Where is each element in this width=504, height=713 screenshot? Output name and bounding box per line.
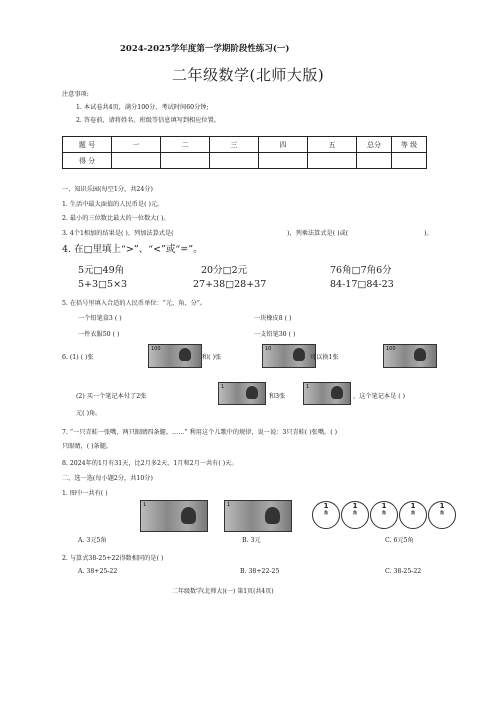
- question-s2-2: 2. 与算式38-25+22得数相同的是( ): [62, 555, 164, 562]
- compare-item: 76角□7角6分: [330, 265, 392, 276]
- banknote-image: 1: [218, 382, 266, 405]
- option-a[interactable]: A. 3元5角: [78, 537, 107, 544]
- unit-item: 一个铅笔盒3 ( ): [78, 315, 122, 322]
- score-cell[interactable]: [161, 153, 210, 169]
- question-1: 1. 生活中最大面值的人民币是( )元。: [62, 201, 164, 208]
- notes-label: 注意事项:: [62, 91, 89, 98]
- score-header-cell: 二: [161, 137, 210, 153]
- coin-icon: 1 角: [428, 501, 456, 529]
- score-cell[interactable]: [357, 153, 392, 169]
- page-title: 二年级数学(北师大版): [172, 66, 325, 84]
- option-c[interactable]: C. 6元5角: [385, 537, 414, 544]
- banknote-image: 1: [224, 500, 292, 532]
- question-7a: 7. “一只青蛙一张嘴，两只眼睛四条腿。……” 利用这个儿歌中的规律，说一说：3只青蛙( )张嘴，( ): [62, 429, 338, 436]
- option-b[interactable]: B. 38+22-25: [240, 568, 280, 575]
- banknote-image: 100: [383, 344, 437, 368]
- question-6-2a: (2) 买一个笔记本付了2张: [76, 393, 147, 400]
- compare-item: 20分□2元: [201, 265, 248, 276]
- question-6-2c: ，这个笔记本是 ( ): [353, 393, 406, 400]
- question-4: 4. 在□里填上“>”、“<”或“=”。: [62, 244, 203, 255]
- banknote-image: 100: [148, 344, 202, 368]
- option-a[interactable]: A. 38+25-22: [78, 568, 118, 575]
- score-cell[interactable]: [112, 153, 161, 169]
- banknote-image: 1: [303, 382, 351, 405]
- unit-item: 一块橡皮8 ( ): [254, 315, 292, 322]
- score-table: [62, 136, 427, 169]
- note-item: 2. 答卷前，请将姓名、班级等信息填写到相应位置。: [76, 117, 220, 124]
- compare-item: 5元□49角: [78, 265, 125, 276]
- unit-item: 一件衣服50 ( ): [78, 331, 120, 338]
- unit-item: 一支铅笔30 ( ): [254, 331, 296, 338]
- question-6-1b: 和( )张: [202, 354, 222, 361]
- coin-icon: 1 角: [341, 501, 369, 529]
- question-3c: )。: [424, 230, 433, 237]
- score-header-cell: 一: [112, 137, 161, 153]
- score-header-cell: 题 号: [63, 137, 112, 153]
- banknote-image: 10: [262, 344, 316, 368]
- question-s2-1: 1. 图中一共有( ): [62, 490, 108, 497]
- score-cell[interactable]: [210, 153, 259, 169]
- score-header-cell: 四: [259, 137, 308, 153]
- score-row-label: 得 分: [63, 153, 112, 169]
- question-2: 2. 最小的三位数比最大的一位数大( )。: [62, 215, 170, 222]
- question-5: 5. 在括号里填入合适的人民币单位：“元、角、分”。: [62, 300, 207, 307]
- score-header-cell: 三: [210, 137, 259, 153]
- question-6-1a: 6. (1) ( )张: [62, 354, 94, 361]
- question-3a: 3. 4个1相加的结果是( )，列加法算式是(: [62, 230, 174, 237]
- question-6-1c: 可以换1张: [310, 354, 339, 361]
- section-heading: 二、选一选(每小题2分，共10分): [62, 475, 153, 482]
- note-item: 1. 本试卷共4页，满分100分，考试时间60分钟;: [76, 104, 209, 111]
- option-c[interactable]: C. 38-25-22: [385, 568, 422, 575]
- score-cell[interactable]: [259, 153, 308, 169]
- page-footer: 二年级数学(北师大)(一) 第1页(共4页): [172, 588, 274, 595]
- coin-icon: 1 角: [370, 501, 398, 529]
- question-6-2b: 和3张: [269, 393, 286, 400]
- section-heading: 一、知识乐园(每空1分，共24分): [62, 186, 153, 193]
- question-3b: )，列乘法算式是( )或(: [287, 230, 349, 237]
- score-cell[interactable]: [308, 153, 357, 169]
- exam-header: 2024-2025学年度第一学期阶段性练习(一): [120, 44, 290, 54]
- question-7b: 只眼睛，( )条腿。: [62, 443, 113, 450]
- score-header-cell: 五: [308, 137, 357, 153]
- score-header-cell: 等 级: [392, 137, 427, 153]
- compare-item: 5+3□5×3: [78, 279, 128, 290]
- coin-icon: 1 角: [399, 501, 427, 529]
- score-header-cell: 总分: [357, 137, 392, 153]
- question-8: 8. 2024年的1月有31天，比2月多2天，1月和2月一共有( )天。: [62, 460, 238, 467]
- question-6-2d: 元( )角。: [76, 410, 102, 417]
- score-cell[interactable]: [392, 153, 427, 169]
- coin-icon: 1 角: [312, 501, 340, 529]
- compare-item: 27+38□28+37: [193, 279, 267, 290]
- compare-item: 84-17□84-23: [330, 279, 394, 290]
- option-b[interactable]: B. 3元: [242, 537, 261, 544]
- banknote-image: 1: [140, 500, 208, 532]
